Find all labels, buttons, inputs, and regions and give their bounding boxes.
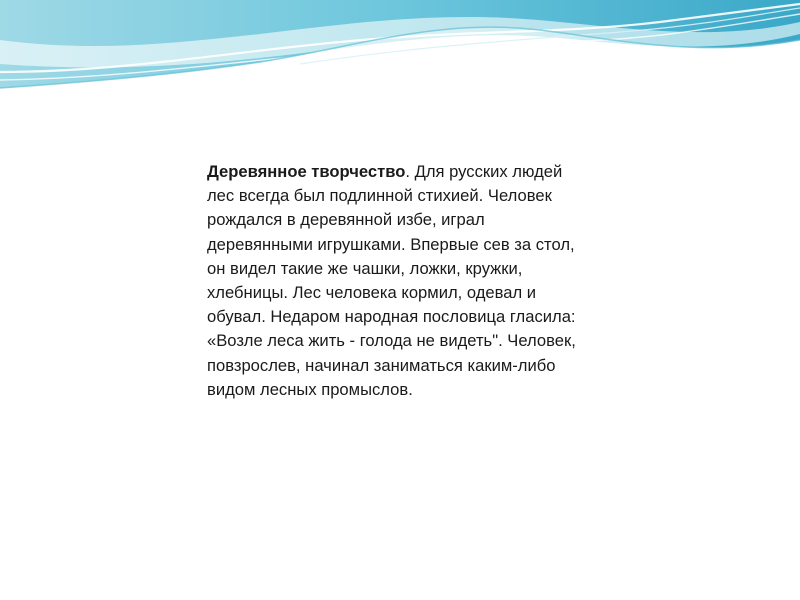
slide-body-text: [207, 160, 589, 402]
lead-title: Деревянное творчество: [207, 162, 406, 181]
body-paragraph: . Для русских людей лес всегда был подлинной стихией. Человек рождался в деревянной избе, играл деревянными игрушками. Впервые сев за стол, он видел такие же чашки, ложки, кружки, хлебницы. Лес человека кормил, одевал и обувал. Недаром народная пословица гласила: «Возле леса жить - голода не видеть". Человек, повзрослев, начинал заниматься каким-либо видом лесных промыслов.: [207, 162, 576, 399]
wave-header-decoration: [0, 0, 800, 110]
